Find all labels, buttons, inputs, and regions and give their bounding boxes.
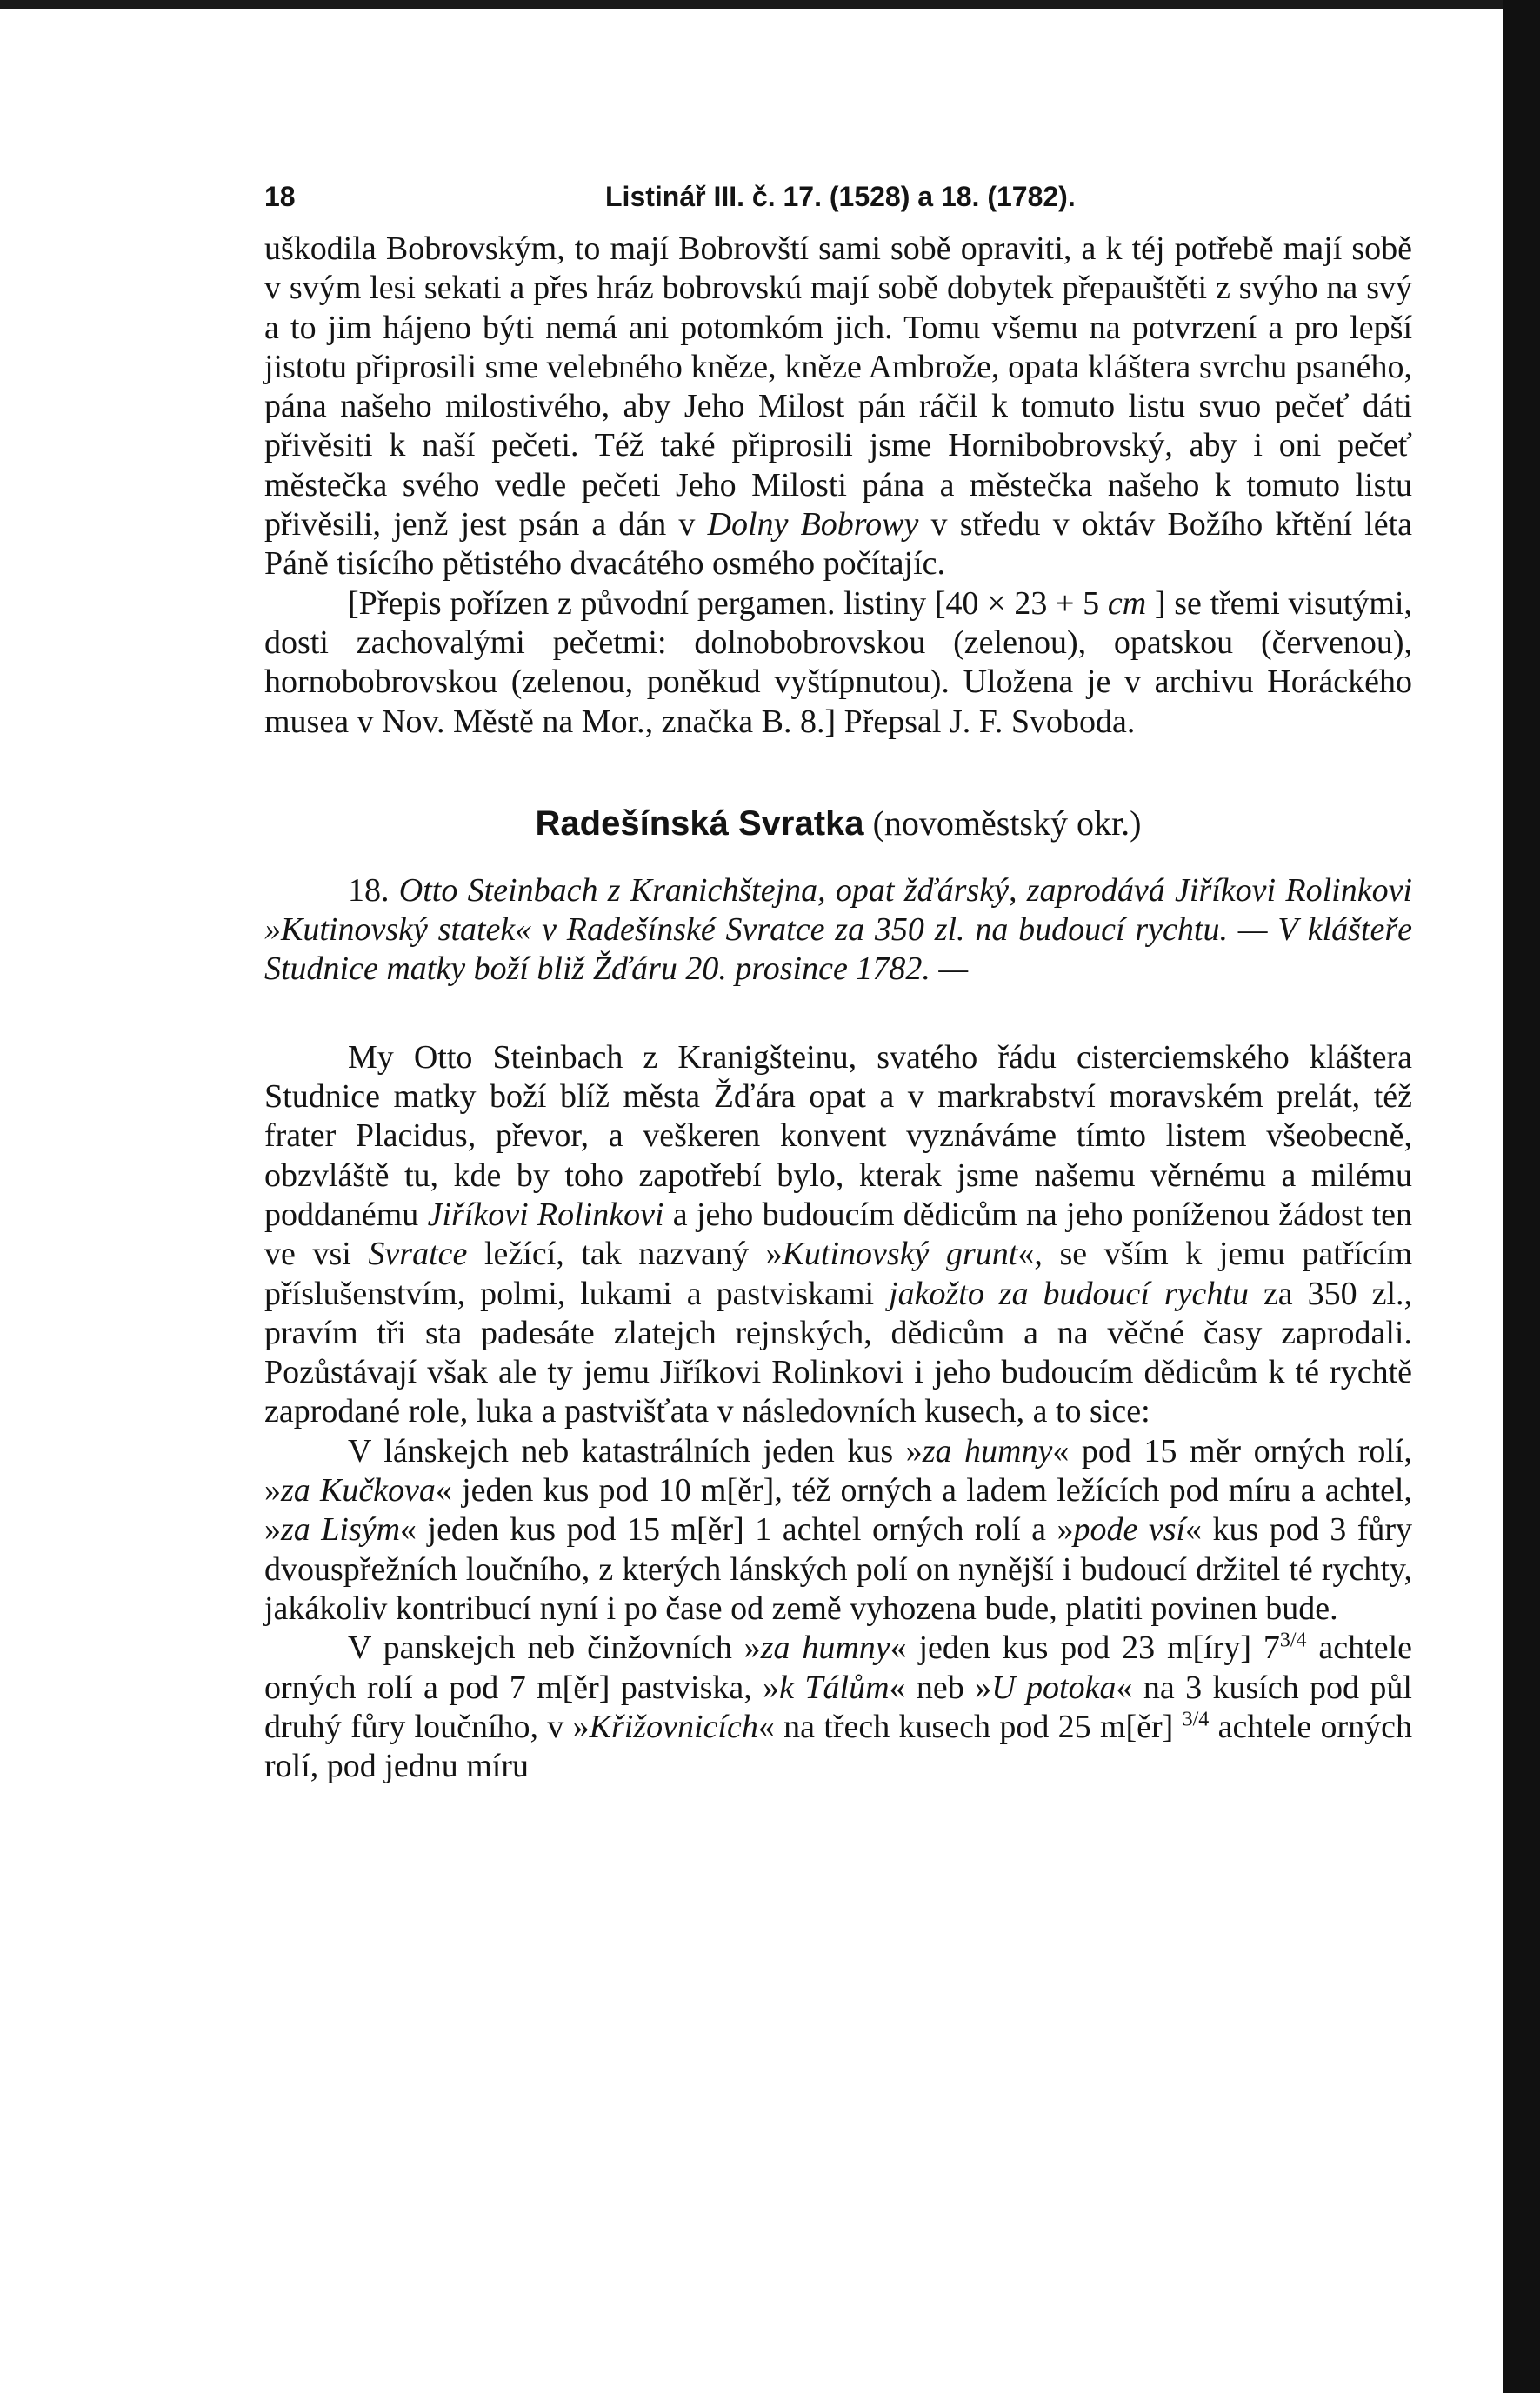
p2-a: V lánskejch neb katastrálních jeden kus » xyxy=(348,1432,923,1470)
p1-rychta: jakožto za budoucí rychtu xyxy=(889,1275,1249,1312)
p1-b: a jeho budoucím dědicům na jeho poníženou žádost ten ve vsi xyxy=(264,1196,1413,1273)
running-head xyxy=(264,177,1412,230)
scan-border-right xyxy=(1503,0,1540,2393)
p2-podevsi: pode vsí xyxy=(1073,1511,1186,1549)
section-place: Radešínská Svratka xyxy=(535,803,864,843)
note-start: [Přepis pořízen z původní pergamen. listiny [40 × 23 + 5 xyxy=(348,584,1100,622)
p3-c: achtele orných rolí a pod 7 m[ěr] pastviska, » xyxy=(264,1630,1413,1706)
charter-17-ending: v středu v oktáv Božího křtění léta Páně tisícího pětistého dvacátého osmého počítajíc. xyxy=(264,506,1413,583)
p1-grunt: Kutinovský grunt xyxy=(782,1236,1018,1273)
page xyxy=(264,177,1412,1786)
charter-17-text xyxy=(264,230,1412,584)
p3-e: « na 3 kusích pod půl druhý fůry loučního, v » xyxy=(264,1669,1412,1745)
p3-krizov: Křižovnicích xyxy=(589,1708,758,1745)
p1-c: ležící, tak nazvaný » xyxy=(483,1236,783,1273)
p3-g: achtele orných rolí, pod jednu míru xyxy=(264,1708,1413,1785)
charter-17-place: Dolny Bobrowy xyxy=(707,506,919,543)
p3-d: « neb » xyxy=(889,1669,992,1706)
p2-d: « jeden kus pod 15 m[ěr] 1 achtel orných rolí a » xyxy=(400,1511,1074,1549)
charter-17-body xyxy=(264,230,1412,742)
p3-f: « na třech kusech pod 25 m[ěr] xyxy=(757,1708,1174,1745)
note-rest: ] se třemi visutými, dosti zachovalými pečetmi: dolnobobrovskou (zelenou), opatskou (červenou), hornobobrovskou (zelenou, poněkud vyštípnutou). Uložena je v archivu Horáckého musea v Nov. Městě na Mor., značka B. 8.] Přepsal J. F. Svoboda. xyxy=(264,584,1413,740)
charter-18-body xyxy=(264,1038,1412,1787)
p2-e: « kus pod 3 fůry dvouspřežních loučního, z kterých lánských polí on nynější i budoucí držitel té rychty, jakákoliv kontribucí nyní i po čase od země vyhozena bude, platiti povinen bude. xyxy=(264,1511,1413,1627)
p1-a: My Otto Steinbach z Kranigšteinu, svatého řádu cisterciemského kláštera Studnice matky boží blíž města Žďára opat a v markrabství moravském prelát, též frater Placidus, převor, a veškeren konvent vyznáváme tímto listem všeobecně, obzvláště tu, kde by toho zapotřebí bylo, kterak jsme našemu věrnému a milému poddanému xyxy=(264,1038,1412,1233)
p3-humny: za humny xyxy=(760,1630,890,1667)
section-heading xyxy=(264,803,1412,843)
p2-b: « pod 15 měr orných rolí, » xyxy=(264,1432,1412,1510)
running-title: Listinář III. č. 17. (1528) a 18. (1782). xyxy=(605,181,1076,212)
p1-d: «, se vším k jemu patřícím příslušenstvím, polmi, lukami a pastviskami xyxy=(264,1236,1413,1312)
p3-talum: k Tálům xyxy=(779,1669,890,1706)
p2-c: « jeden kus pod 10 m[ěr], též orných a ladem ležících pod míru a achtel, » xyxy=(264,1472,1412,1549)
charter-18-paragraph-2 xyxy=(264,1432,1412,1629)
fraction-2: 3/4 xyxy=(1182,1708,1210,1731)
page-number: 18 xyxy=(264,181,296,212)
p3-upotoka: U potoka xyxy=(991,1669,1117,1706)
p1-place: Svratce xyxy=(368,1236,468,1273)
charter-number: 18. xyxy=(348,871,390,909)
p1-name: Jiříkovi Rolinkovi xyxy=(427,1196,664,1233)
p3-b: « jeden kus pod 23 m[íry] 7 xyxy=(890,1630,1280,1667)
fraction-1: 3/4 xyxy=(1279,1629,1307,1652)
charter-17-main: uškodila Bobrovským, to mají Bobrovští sami sobě opraviti, a k téj potřebě mají sobě v svým lesi sekati a přes hráz bobrovskú mají sobě dobytek přepauštěti z svýho na svý a to jim hájeno býti nemá ani potomkóm jich. Tomu všemu na potvrzení a pro lepší jistotu připrosili sme velebného kněze, kněze Ambrože, opata kláštera svrchu psaného, pána našeho milostivého, aby Jeho Milost pán ráčil k tomuto listu svuo pečeť dáti přivěsiti k naší pečeti. Též také připrosili jsme Hornibobrovský, aby i oni pečeť městečka svého vedle pečeti Jeho Milosti pána a městečka našeho k tomuto listu přivěsili, jenž jest psán a dán v xyxy=(264,230,1412,543)
spacer xyxy=(264,990,1412,1038)
p1-e: za 350 zl., pravím tři sta padesáte zlatejch rejnských, dědicům a na věčné časy zaprodali. Pozůstávají však ale ty jemu Jiříkovi Rolinkovi i jeho budoucím dědicům k té rychtě zaprodané role, luka a pastvišťata v následovních kusech, a to sice: xyxy=(264,1275,1412,1430)
charter-18-paragraph-3 xyxy=(264,1629,1412,1786)
charter-18-regest xyxy=(264,871,1412,990)
p3-a: V panskejch neb činžovních » xyxy=(348,1630,761,1667)
p2-kuckova: za Kučkova xyxy=(281,1472,436,1510)
regest-text: Otto Steinbach z Kranichštejna, opat žďárský, zaprodává Jiříkovi Rolinkovi »Kutinovský statek« v Radešínské Svratce za 350 zl. na budoucí rychtu. — V klášteře Studnice matky boží bliž Žďáru 20. prosince 1782. — xyxy=(264,871,1412,988)
note-unit: cm xyxy=(1107,584,1147,622)
p2-lisym: za Lisým xyxy=(281,1511,401,1549)
scan-border-top xyxy=(0,0,1503,9)
section-district: (novoměstský okr.) xyxy=(872,803,1142,843)
charter-18-paragraph-1 xyxy=(264,1038,1412,1432)
charter-17-note xyxy=(264,584,1412,742)
p2-humny: za humny xyxy=(922,1432,1053,1470)
